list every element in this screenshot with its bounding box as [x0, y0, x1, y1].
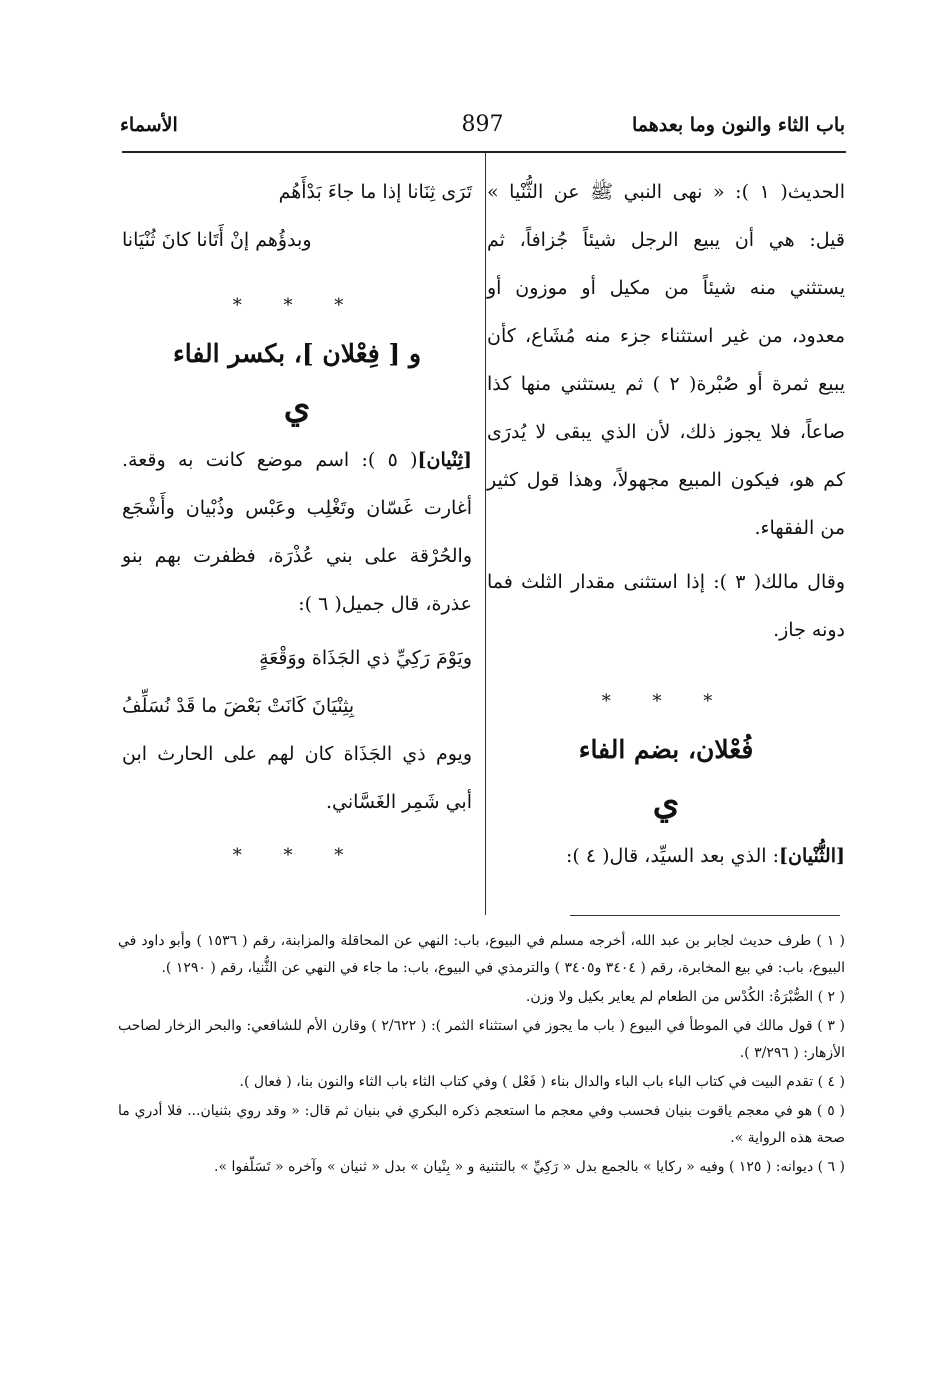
entry-definition: ( ٥ ): اسم موضع كانت به وقعة. أغارت غَسّان وتَغْلِب وعَبْس وذُبْيان وأَشْجَع والحُرْقة على بني عُذْرَة، فظفرت بهم بنو عذرة، قال جميل( ٦ ): — [122, 449, 472, 615]
letter-heading: ي — [283, 387, 311, 427]
verse-line: تَرَى ثِنَانا إذا ما جاءَ بَدْأَهُم — [278, 181, 472, 203]
footnotes — [118, 928, 845, 1183]
commentary-paragraph: ويوم ذي الجَذَاة كان لهم على الحارث ابن أبي شَمِر الغَسَّاني. — [122, 743, 472, 813]
verse-line: بِثِنْيَانَ كَانَتْ بَعْضَ ما قَدْ نُسَلِّفُ — [122, 695, 355, 717]
verse-line: ويَوْمَ رَكِيِّ ذي الجَذَاة ووَقْعَةٍ — [259, 647, 472, 669]
pattern-heading: فُعْلان، بضم الفاء — [578, 735, 754, 764]
page-header — [120, 110, 845, 144]
footnote-1: ( ١ ) طرف حديث لجابر بن عبد الله، أخرجه مسلم في البيوع، باب: النهي عن المحاقلة والمزابنة، رقم ( ١٥٣٦ ) وأبو داود في البيوع، باب: في بيع المخابرة، رقم ( ٣٤٠٤ و٣٤٠٥ ) والترمذي في البيوع، باب: ما جاء في النهي عن الثُّنيا، رقم ( ١٢٩٠ ). — [118, 933, 845, 976]
entry-thunyan — [487, 832, 845, 880]
malik-paragraph: وقال مالك( ٣ ): إذا استثنى مقدار الثلث فما دونه جاز. — [487, 571, 845, 641]
chapter-title: باب الثاء والنون وما بعدهما — [631, 114, 845, 136]
entry-definition: : الذي بعد السيِّد، قال( ٤ ): — [566, 845, 779, 867]
footnote-3: ( ٣ ) قول مالك في الموطأ في البيوع ( باب ما يجوز في استثناء الثمر ): ( ٢/٦٢٢ ) وقارن الأم للشافعي: والبحر الزخار لصاحب الأزهار: ( ٣/٢٩٦ ). — [118, 1018, 845, 1061]
column-divider — [485, 153, 486, 915]
footnote-2: ( ٢ ) الصُّبْرَةُ: الكُدْس من الطعام لم يعاير بكيل ولا وزن. — [525, 989, 845, 1005]
right-column — [487, 168, 845, 886]
hadith-paragraph: الحديث( ١ ): « نهى النبي ﷺ عن الثُّنْيا » قيل: هي أن يبيع الرجل شيئاً جُزافاً، ثم يستثني منه شيئاً من مكيل أو موزون أو معدود، من غير استثناء جزء منه مُشَاع، كأن يبيع ثمرة أو صُبْرة( ٢ ) ثم يستثني منها كذا صاعاً، فلا يجوز ذلك، لأن الذي يبقى لا يُدرَى كم هو، فيكون المبيع مجهولاً، وهذا قول كثير من الفقهاء. — [487, 181, 845, 539]
entry-thinyan — [122, 436, 472, 628]
letter-heading: ي — [652, 783, 680, 823]
entry-headword: [الثُّنْيان] — [779, 845, 845, 867]
left-column — [122, 168, 472, 880]
footnote-6: ( ٦ ) ديوانه: ( ١٢٥ ) وفيه « ركايا » بالجمع بدل « رَكِيِّ » بالتثنية و « بِنْيان » بدل « ثنيان » وآخره « تَسَلّفوا ». — [214, 1159, 845, 1175]
footnote-rule — [570, 915, 840, 916]
footnote-5: ( ٥ ) هو في معجم ياقوت بنيان فحسب وفي معجم ما استعجم ذكره البكري في بنيان ثم قال: « وقد روي بثنيان... فلا أدري ما صحة هذه الرواية ». — [118, 1103, 845, 1146]
pattern-heading: و [ فِعْلان ]، بكسر الفاء — [172, 339, 422, 368]
section-title: الأسماء — [120, 114, 178, 136]
footnote-4: ( ٤ ) تقدم البيت في كتاب الباء باب الباء والدال بناء ( فَعْل ) وفي كتاب الثاء باب الثاء والنون بنا، ( فعال ). — [239, 1074, 845, 1090]
separator-stars: * * * — [601, 691, 731, 712]
verse-line: وبدؤُهم إنْ أَتَانا كانَ ثُنْيَانا — [122, 229, 312, 251]
separator-stars: * * * — [232, 295, 362, 316]
page-number: 897 — [461, 112, 504, 137]
entry-headword: [ثِنْيان] — [417, 449, 472, 471]
separator-stars: * * * — [232, 845, 362, 866]
header-rule — [122, 151, 846, 153]
